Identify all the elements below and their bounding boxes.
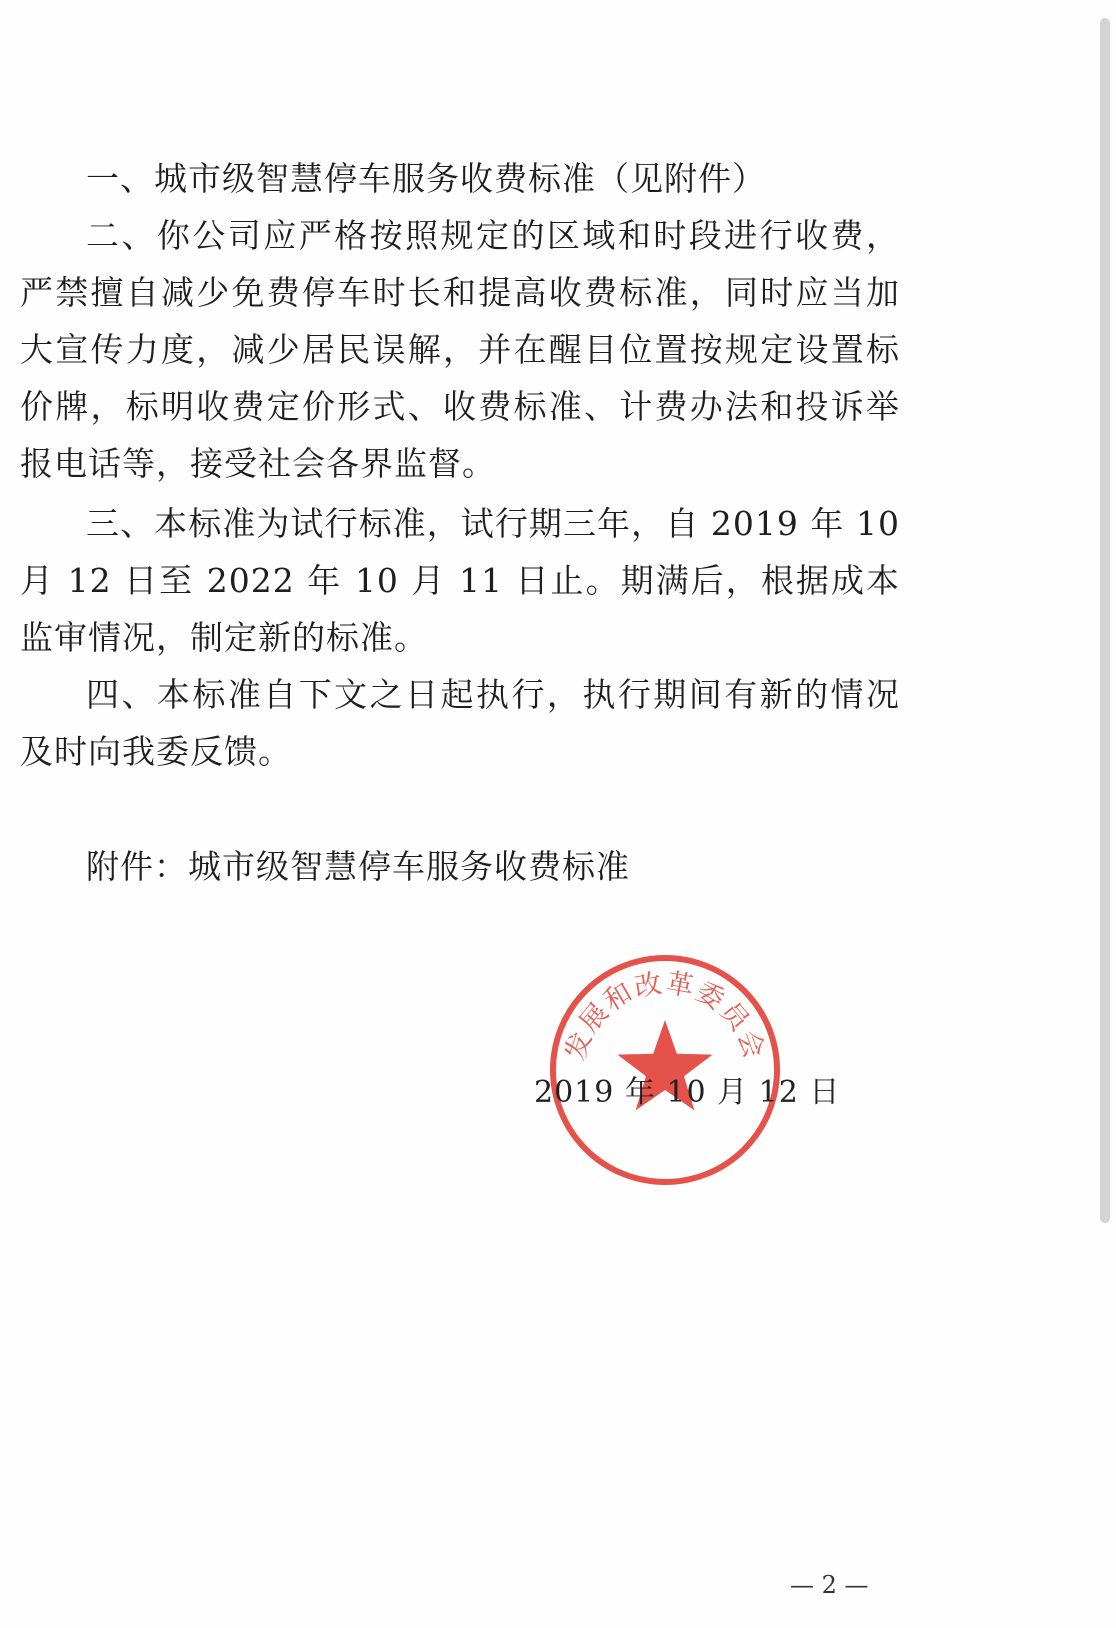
paragraph-1: 一、城市级智慧停车服务收费标准（见附件）	[86, 159, 766, 198]
attachment-line: 附件：城市级智慧停车服务收费标准	[86, 847, 630, 886]
issue-date: 2019 年 10 月 12 日	[534, 1075, 841, 1110]
paragraph-3: 三、本标准为试行标准，试行期三年，自 2019 年 10 月 12 日至 2022 年 10 月 11 日止。期满后，根据成本监审情况，制定新的标准。	[20, 504, 900, 657]
page-number: — 2 —	[790, 1571, 869, 1599]
scrollbar[interactable]	[1100, 18, 1110, 1223]
official-seal	[545, 950, 785, 1190]
seal-text: 发展和改革委员会	[560, 967, 770, 1065]
paragraph-4: 四、本标准自下文之日起执行，执行期间有新的情况及时向我委反馈。	[20, 675, 900, 771]
paragraph-2: 二、你公司应严格按照规定的区域和时段进行收费，严禁擅自减少免费停车时长和提高收费标准，同时应当加大宣传力度，减少居民误解，并在醒目位置按规定设置标价牌，标明收费定价形式、收费标准、计费办法和投诉举报电话等，接受社会各界监督。	[20, 216, 900, 483]
